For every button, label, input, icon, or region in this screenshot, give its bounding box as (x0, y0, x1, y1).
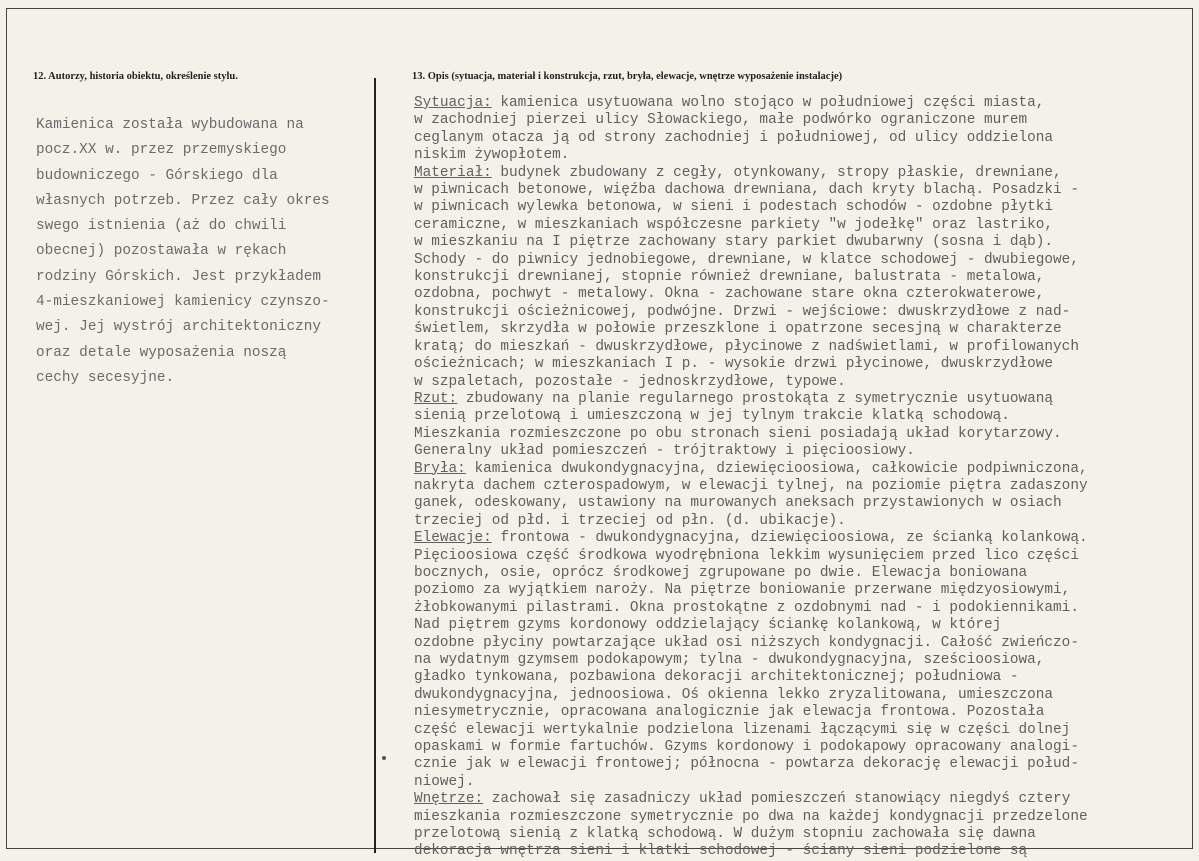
description-line-text: konstrukcji drewnianej, stopnie również drewniane, balustrata - metalowa, (414, 269, 1045, 286)
description-line (414, 269, 1189, 286)
description-line-text: sienią przelotową i umieszczoną w jej tylnym trakcie klatką schodową. (414, 408, 1010, 425)
description-line-text: Pięcioosiowa część środkowa wyodrębniona lekkim wysunięciem przed lico części (414, 547, 1079, 564)
description-line (414, 391, 1189, 408)
description-line (414, 252, 1189, 269)
history-text (36, 113, 376, 391)
description-line-text: Generalny układ pomieszczeń - trójtraktowy i pięcioosiowy. (414, 443, 915, 460)
description-line-text: niskim żywopłotem. (414, 147, 570, 164)
description-line (414, 165, 1189, 182)
description-line (414, 669, 1189, 686)
description-line (414, 478, 1189, 495)
ink-dot (382, 756, 386, 760)
history-line: pocz.XX w. przez przemyskiego (36, 142, 287, 159)
history-line: rodziny Górskich. Jest przykładem (36, 268, 321, 285)
description-line-text: kratą; do mieszkań - dwuskrzydłowe, płycinowe z nadświetlami, w profilowanych (414, 338, 1079, 355)
description-line (414, 809, 1189, 826)
history-line: budowniczego - Górskiego dla (36, 167, 278, 184)
description-line (414, 182, 1189, 199)
description-line-text: ozdobne płyciny powtarzające układ osi niższych kondygnacji. Całość zwieńczo- (414, 634, 1079, 651)
description-line-text: niesymetrycznie, opracowana analogicznie jak elewacja frontowa. Pozostała (414, 704, 1045, 721)
description-line (414, 600, 1189, 617)
description-line (414, 217, 1189, 234)
description-line (414, 530, 1189, 547)
description-line-text: bocznych, osie, oprócz środkowej zgrupowane po dwie. Elewacja boniowana (414, 564, 1028, 581)
description-line-text: gładko tynkowana, pozbawiona dekoracji architektonicznej; południowa - (414, 669, 1019, 686)
history-line: własnych potrzeb. Przez cały okres (36, 192, 330, 209)
description-line (414, 565, 1189, 582)
description-line-text: Nad piętrem gzyms kordonowy oddzielający ściankę kolankową, w której (414, 617, 1002, 634)
description-line (414, 756, 1189, 773)
description-line-text: w szpaletach, pozostałe - jednoskrzydłowe, typowe. (414, 373, 846, 390)
description-line (414, 617, 1189, 634)
description-line-text: Schody - do piwnicy jednobiegowe, drewniane, w klatce schodowej - dwubiegowe, (414, 251, 1079, 268)
description-line-text: ceramiczne, w mieszkaniach współczesne parkiety "w jodełkę" oraz lastriko, (414, 216, 1054, 233)
description-line (414, 722, 1189, 739)
history-line: Kamienica została wybudowana na (36, 117, 304, 133)
description-line-text: w piwnicach wylewka betonowa, w sieni i podestach schodów - ozdobne płytki (414, 199, 1054, 216)
description-line-text: dekoracja wnętrza sieni i klatki schodowej - ściany sieni podzielone są (414, 843, 1028, 860)
description-line-text: nakryta dachem czterospadowym, w elewacji tylnej, na poziomie piętra zadaszony (414, 477, 1088, 494)
description-line (414, 826, 1189, 843)
description-line-text: świetlem, skrzydła w połowie przeszklone i opatrzone secesjną w charakterze (414, 321, 1062, 338)
description-line-text: budynek zbudowany z cegły, otynkowany, stropy płaskie, drewniane, (491, 164, 1062, 181)
description-line (414, 356, 1189, 373)
description-line (414, 704, 1189, 721)
description-line (414, 199, 1189, 216)
description-line (414, 304, 1189, 321)
description-line (414, 95, 1189, 112)
description-line (414, 408, 1189, 425)
description-line (414, 513, 1189, 530)
history-line: cechy secesyjne. (36, 369, 175, 386)
description-line (414, 443, 1189, 460)
description-line (414, 286, 1189, 303)
section-12-heading: 12. Autorzy, historia obiektu, określenie stylu. (33, 71, 238, 82)
section-keyword: Elewacje: (414, 530, 492, 547)
description-line (414, 130, 1189, 147)
description-line (414, 321, 1189, 338)
description-line (414, 582, 1189, 599)
description-line (414, 374, 1189, 391)
description-line-text: ceglanym otacza ją od strony zachodniej i południowej, od ulicy oddzielona (414, 129, 1054, 146)
description-line-text: zachował się zasadniczy układ pomieszczeń stanowiący niegdyś cztery (483, 791, 1071, 808)
description-line-text: cznie jak w elewacji frontowej; północna - powtarza dekorację elewacji połud- (414, 756, 1079, 773)
description-line-text: kamienica dwukondygnacyjna, dziewięcioosiowa, całkowicie podpiwniczona, (465, 460, 1088, 477)
description-line (414, 635, 1189, 652)
description-line-text: konstrukcji ościeżnicowej, podwójne. Drzwi - wejściowe: dwuskrzydłowe z nad- (414, 303, 1071, 320)
description-line (414, 112, 1189, 129)
description-line-text: dwukondygnacyjna, jednoosiowa. Oś okienna lekko zryzalitowana, umieszczona (414, 686, 1054, 703)
description-line-text: poziomo za wyjątkiem naroży. Na piętrze boniowanie przerwane międzyosiowymi, (414, 582, 1071, 599)
description-line-text: ozdobna, pochwyt - metalowy. Okna - zachowane stare okna czterokwaterowe, (414, 286, 1045, 303)
description-line-text: Mieszkania rozmieszczone po obu stronach sieni posiadają układ korytarzowy. (414, 425, 1062, 442)
description-line-text: na wydatnym gzymsem podokapowym; tylna - dwukondygnacyjna, sześcioosiowa, (414, 652, 1045, 668)
history-line: 4-mieszkaniowej kamienicy czynszo- (36, 294, 330, 311)
section-keyword: Wnętrze: (414, 791, 484, 808)
description-line (414, 461, 1189, 478)
description-line-text: ościeżnicach; w mieszkaniach I p. - wysokie drzwi płycinowe, dwuskrzydłowe (414, 356, 1054, 373)
description-line (414, 339, 1189, 356)
description-line-text: frontowa - dwukondygnacyjna, dziewięcioosiowa, ze ścianką kolankową. (491, 530, 1088, 547)
description-line (414, 774, 1189, 791)
description-line-text: kamienica usytuowana wolno stojąco w południowej części miasta, (491, 95, 1045, 111)
description-line-text: żłobkowanymi pilastrami. Okna prostokątne z ozdobnymi nad - i podokiennikami. (414, 599, 1079, 616)
description-line (414, 495, 1189, 512)
description-line-text: przelotową sienią z klatką schodową. W dużym stopniu zachowała się dawna (414, 826, 1036, 843)
description-line-text: trzeciej od płd. i trzeciej od płn. (d. ubikacje). (414, 512, 846, 529)
description-line-text: w mieszkaniu na I piętrze zachowany stary parkiet dwubarwny (sosna i dąb). (414, 234, 1054, 251)
description-line-text: w zachodniej pierzei ulicy Słowackiego, małe podwórko ograniczone murem (414, 112, 1028, 129)
history-line: obecnej) pozostawała w rękach (36, 243, 287, 260)
history-line: oraz detale wyposażenia noszą (36, 344, 287, 361)
description-line-text: zbudowany na planie regularnego prostokąta z symetrycznie usytuowaną (457, 390, 1054, 407)
description-line-text: opaskami w formie fartuchów. Gzyms kordonowy i podokapowy opracowany analogi- (414, 739, 1079, 756)
description-line (414, 791, 1189, 808)
description-line (414, 652, 1189, 669)
description-line-text: część elewacji wertykalnie podzielona lizenami łączącymi się w części dolnej (414, 721, 1071, 738)
description-line-text: w piwnicach betonowe, więźba dachowa drewniana, dach kryty blachą. Posadzki - (414, 182, 1079, 199)
description-line-text: ganek, odeskowany, ustawiony na murowanych aneksach przystawionych w osiach (414, 495, 1062, 512)
description-line-text: niowej. (414, 773, 475, 790)
description-line (414, 843, 1189, 860)
description-line (414, 147, 1189, 164)
description-line-text: mieszkania rozmieszczone symetrycznie po dwa na każdej kondygnacji przedzelone (414, 808, 1088, 825)
section-keyword: Bryła: (414, 460, 466, 477)
description-line (414, 739, 1189, 756)
section-13-heading: 13. Opis (sytuacja, materiał i konstrukcja, rzut, bryła, elewacje, wnętrze wyposażenie instalacje) (412, 71, 843, 82)
description-line (414, 687, 1189, 704)
section-keyword: Materiał: (414, 164, 492, 181)
description-line (414, 426, 1189, 443)
section-keyword: Sytuacja: (414, 95, 492, 111)
section-keyword: Rzut: (414, 390, 458, 407)
description-text (414, 95, 1189, 861)
history-line: wej. Jej wystrój architektoniczny (36, 319, 321, 336)
description-line (414, 548, 1189, 565)
description-line (414, 234, 1189, 251)
history-line: swego istnienia (aż do chwili (36, 218, 287, 235)
